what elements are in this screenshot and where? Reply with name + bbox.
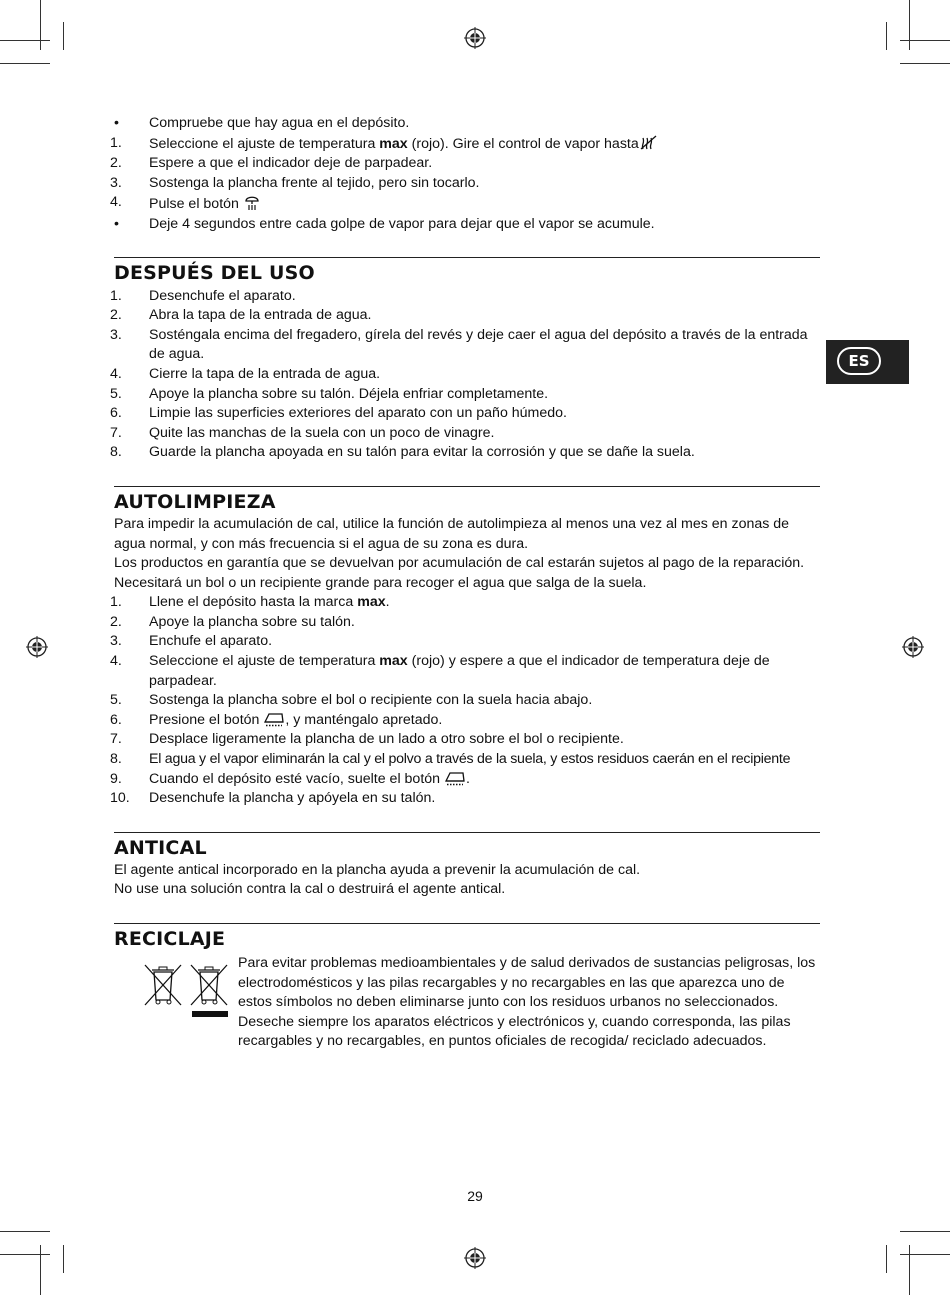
list-item-text: Sostenga la plancha sobre el bol o recipiente con la suela hacia abajo. <box>149 692 593 709</box>
list-marker: 6. <box>110 711 122 728</box>
list-marker: 1. <box>110 594 122 611</box>
list-marker: 6. <box>110 405 122 422</box>
list-item-text: Desenchufe el aparato. <box>149 287 296 304</box>
list-marker: 2. <box>110 307 122 324</box>
list-item-text: Pulse el botón <box>149 196 239 213</box>
list-item-text: Limpie las superficies exteriores del aparato con un paño húmedo. <box>149 405 567 422</box>
section-divider <box>114 923 820 924</box>
section-despues <box>110 257 820 463</box>
language-label: ES <box>837 347 881 375</box>
list-item-text: Apoye la plancha sobre su talón. Déjela enfriar completamente. <box>149 385 549 402</box>
list-item <box>110 134 820 155</box>
numbered-list <box>110 593 820 809</box>
list-item-text: Deje 4 segundos entre cada golpe de vapor para dejar que el vapor se acumule. <box>149 215 655 232</box>
list-marker: 4. <box>110 653 122 670</box>
crop-mark <box>0 1231 50 1232</box>
list-item <box>110 287 820 307</box>
list-item-text: , y manténgalo apretado. <box>285 711 443 728</box>
self-clean-icon <box>444 770 466 786</box>
list-marker: 3. <box>110 326 122 343</box>
list-item-text: Presione el botón <box>149 711 264 728</box>
list-item <box>110 730 820 750</box>
list-item <box>114 114 820 134</box>
list-item-text: Seleccione el ajuste de temperatura <box>149 135 380 152</box>
crossed-bin-icon <box>142 962 184 1008</box>
steam-burst-icon <box>243 193 261 211</box>
list-marker: 4. <box>110 365 122 382</box>
numbered-list <box>110 287 820 463</box>
steam-off-icon <box>639 134 659 151</box>
list-item-text: (rojo) y espere a que el indicador de temperatura deje de parpadear. <box>149 653 770 689</box>
crop-mark <box>900 63 950 64</box>
list-item-text: Quite las manchas de la suela con un poco de vinagre. <box>149 424 495 441</box>
section-title: ANTICAL <box>114 836 207 859</box>
registration-mark-icon <box>464 27 486 49</box>
bold-text: max <box>357 594 386 611</box>
section-antical <box>114 832 820 900</box>
list-item-text: Apoye la plancha sobre su talón. <box>149 613 355 630</box>
crop-mark <box>40 1245 41 1295</box>
list-item <box>110 691 820 711</box>
list-marker: 5. <box>110 692 122 709</box>
section-title: DESPUÉS DEL USO <box>114 261 315 284</box>
list-item-text: Seleccione el ajuste de temperatura <box>149 653 380 670</box>
crop-mark <box>886 1245 887 1273</box>
list-marker: 1. <box>110 134 122 151</box>
list-item <box>110 193 820 215</box>
list-item <box>110 385 820 405</box>
list-item <box>110 750 820 770</box>
list-marker: 9. <box>110 770 122 787</box>
list-marker: 7. <box>110 424 122 441</box>
section-title: RECICLAJE <box>114 928 226 950</box>
list-marker: • <box>114 115 119 131</box>
list-item <box>110 711 820 731</box>
list-item-text: Compruebe que hay agua en el depósito. <box>149 115 410 131</box>
list-marker: 4. <box>110 194 122 211</box>
crop-mark <box>0 63 50 64</box>
page-content <box>110 114 820 1069</box>
crop-mark <box>40 0 41 50</box>
page-number: 29 <box>467 1188 483 1204</box>
crop-mark <box>0 1254 50 1255</box>
list-item-text: Espere a que el indicador deje de parpadear. <box>149 155 433 172</box>
list-item-text: Abra la tapa de la entrada de agua. <box>149 307 372 324</box>
recycling-block <box>114 954 820 1069</box>
paragraph: Necesitará un bol o un recipiente grande para recoger el agua que salga de la suela. <box>114 574 647 591</box>
registration-mark-icon <box>464 1247 486 1269</box>
list-item <box>110 404 820 424</box>
self-clean-icon <box>263 711 285 727</box>
list-item-text: (rojo). Gire el control de vapor hasta <box>407 135 639 152</box>
list-item <box>110 443 820 463</box>
list-item-text: . <box>385 594 390 611</box>
list-item-text: Sosténgala encima del fregadero, gírela del revés y deje caer el agua del depósito a través de la entrada de agua. <box>149 326 808 363</box>
crop-mark <box>63 22 64 50</box>
list-item-text: Sostenga la plancha frente al tejido, pero sin tocarlo. <box>149 174 480 191</box>
list-item-text: Llene el depósito hasta la marca <box>149 594 358 611</box>
list-item-text: Cuando el depósito esté vacío, suelte el botón <box>149 770 444 787</box>
list-marker: 3. <box>110 174 122 191</box>
section-divider <box>114 486 820 487</box>
paragraph: Los productos en garantía que se devuelvan por acumulación de cal estarán sujetos al pago de la reparación. <box>114 555 805 572</box>
crop-mark <box>909 0 910 50</box>
crop-mark <box>900 1231 950 1232</box>
section-divider <box>114 832 820 833</box>
crop-mark <box>909 1245 910 1295</box>
crop-mark <box>886 22 887 50</box>
intro-list <box>110 114 820 235</box>
crop-mark <box>900 40 950 41</box>
list-item <box>110 326 820 365</box>
list-item <box>114 215 820 235</box>
paragraph: El agente antical incorporado en la plancha ayuda a prevenir la acumulación de cal. <box>114 861 641 878</box>
section-divider <box>114 257 820 258</box>
bold-text: max <box>379 135 408 152</box>
list-item-text: El agua y el vapor eliminarán la cal y el polvo a través de la suela, y estos residuos caerán en el recipiente <box>149 751 791 768</box>
crossed-bin-bar-icon <box>188 962 230 1018</box>
list-item-text: Enchufe el aparato. <box>149 633 273 650</box>
section-title: AUTOLIMPIEZA <box>114 490 276 513</box>
section-autolimpieza <box>110 486 820 809</box>
paragraph: No use una solución contra la cal o destruirá el agente antical. <box>114 881 506 898</box>
list-item <box>110 613 820 633</box>
list-marker: 10. <box>110 790 130 807</box>
list-marker: 8. <box>110 444 122 461</box>
list-marker: 5. <box>110 385 122 402</box>
bold-text: max <box>379 653 408 670</box>
list-item <box>110 652 820 691</box>
list-item-text: . <box>466 770 470 787</box>
list-item <box>110 306 820 326</box>
crop-mark <box>63 1245 64 1273</box>
crop-mark <box>900 1254 950 1255</box>
list-item <box>110 424 820 444</box>
crop-mark <box>0 40 50 41</box>
list-marker: 7. <box>110 731 122 748</box>
list-marker: 2. <box>110 613 122 630</box>
list-marker: • <box>114 215 119 232</box>
list-marker: 2. <box>110 155 122 172</box>
list-marker: 8. <box>110 751 122 768</box>
language-tab <box>826 340 909 384</box>
list-item <box>110 365 820 385</box>
list-item <box>110 789 820 809</box>
list-item <box>110 154 820 174</box>
list-item <box>110 770 820 790</box>
list-marker: 3. <box>110 633 122 650</box>
section-reciclaje <box>114 923 820 1069</box>
list-item <box>110 174 820 194</box>
registration-mark-icon <box>902 636 924 658</box>
list-item <box>110 593 820 613</box>
list-item-text: Desplace ligeramente la plancha de un lado a otro sobre el bol o recipiente. <box>149 731 624 748</box>
list-item-text: Guarde la plancha apoyada en su talón para evitar la corrosión y que se dañe la suela. <box>149 444 695 461</box>
list-item <box>110 632 820 652</box>
registration-mark-icon <box>26 636 48 658</box>
recycling-text: Para evitar problemas medioambientales y de salud derivados de sustancias peligrosas, los electrodomésticos y las pilas recargables y no recargables en las que aparezca uno de estos símbolos no deben eliminarse junto con los residuos urbanos no seleccionados. Deseche siempre los aparatos eléctricos y electrónicos y, cuando corresponda, las pilas recargables y no recargables, en puntos oficiales de recogida/ reciclado adecuados. <box>238 955 816 1050</box>
list-item-text: Desenchufe la plancha y apóyela en su talón. <box>149 790 436 807</box>
list-marker: 1. <box>110 287 122 304</box>
paragraph: Para impedir la acumulación de cal, utilice la función de autolimpieza al menos una vez al mes en zonas de agua normal, y con más frecuencia si el agua de su zona es dura. <box>114 515 790 552</box>
list-item-text: Cierre la tapa de la entrada de agua. <box>149 365 381 382</box>
